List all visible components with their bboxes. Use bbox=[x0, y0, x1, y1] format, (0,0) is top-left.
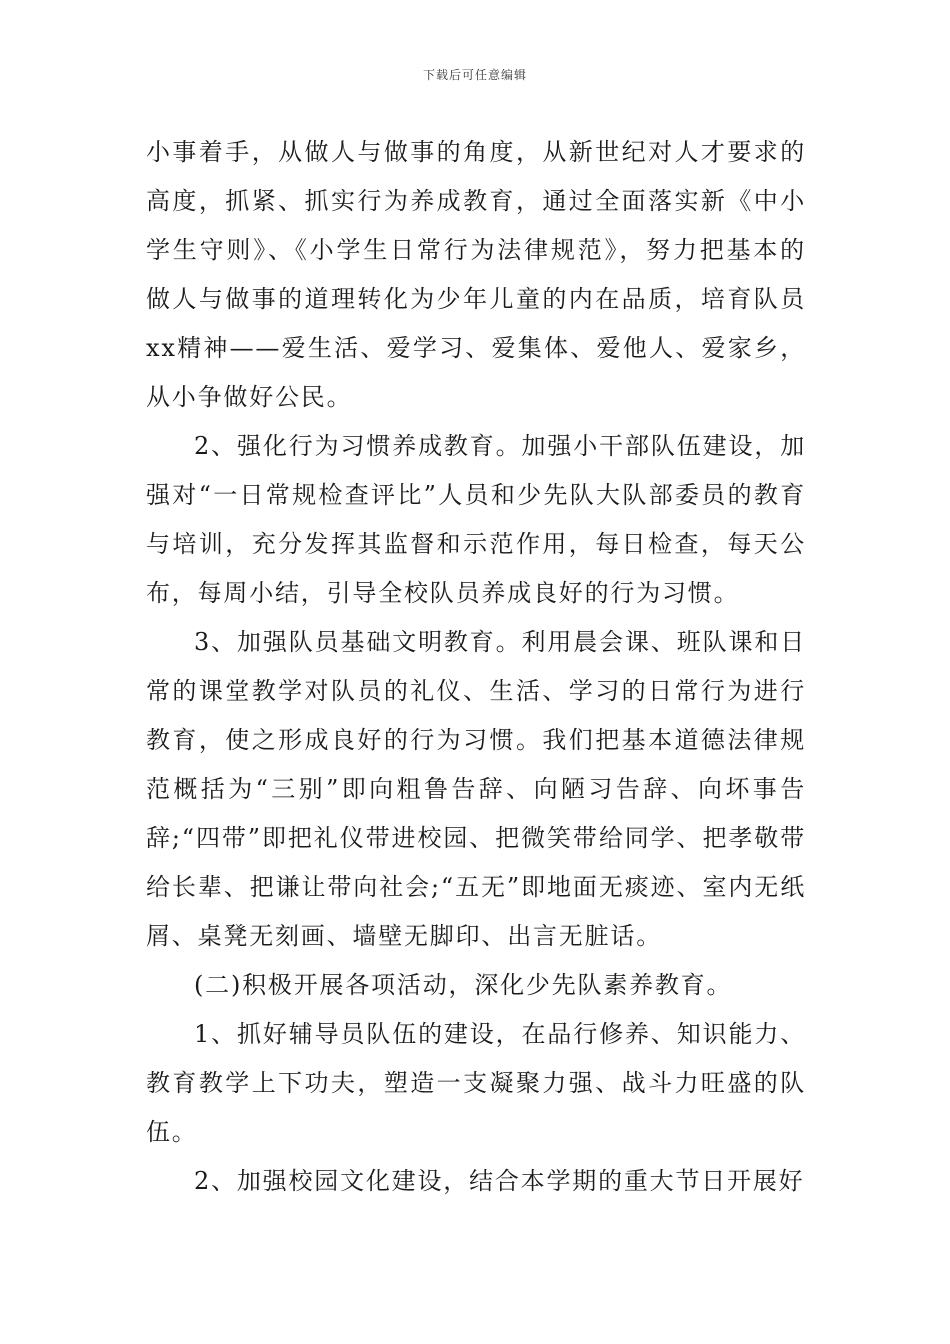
paragraph-5: 1、抓好辅导员队伍的建设，在品行修养、知识能力、教育教学上下功夫，塑造一支凝聚力强、战斗力旺盛的队伍。 bbox=[146, 1020, 806, 1146]
paragraph-2: 2、强化行为习惯养成教育。加强小干部队伍建设，加强对“一日常规检查评比”人员和少先队大队部委员的教育与培训，充分发挥其监督和示范作用，每日检查，每天公布，每周小结，引导全校队员养成良好的行为习惯。 bbox=[146, 432, 806, 607]
paragraph-6: 2、加强校园文化建设，结合本学期的重大节日开展好 bbox=[194, 1167, 805, 1195]
paragraph-4: (二)积极开展各项活动，深化少先队素养教育。 bbox=[194, 971, 733, 999]
paragraph-1: 小事着手，从做人与做事的角度，从新世纪对人才要求的高度，抓紧、抓实行为养成教育，通过全面落实新《中小学生守则》、《小学生日常行为法律规范》，努力把基本的做人与做事的道理转化为少年儿童的内在品质，培育队员xx精神——爱生活、爱学习、爱集体、爱他人、爱家乡，从小争做好公民。 bbox=[146, 138, 806, 411]
document-body bbox=[146, 128, 806, 1206]
paragraph-3: 3、加强队员基础文明教育。利用晨会课、班队课和日常的课堂教学对队员的礼仪、生活、学习的日常行为进行教育，使之形成良好的行为习惯。我们把基本道德法律规范概括为“三别”即向粗鲁告辞、向陋习告辞、向坏事告辞;“四带”即把礼仪带进校园、把微笑带给同学、把孝敬带给长辈、把谦让带向社会;“五无”即地面无痰迹、室内无纸屑、桌凳无刻画、墙壁无脚印、出言无脏话。 bbox=[146, 628, 806, 950]
page-header: 下载后可任意编辑 bbox=[422, 68, 527, 82]
